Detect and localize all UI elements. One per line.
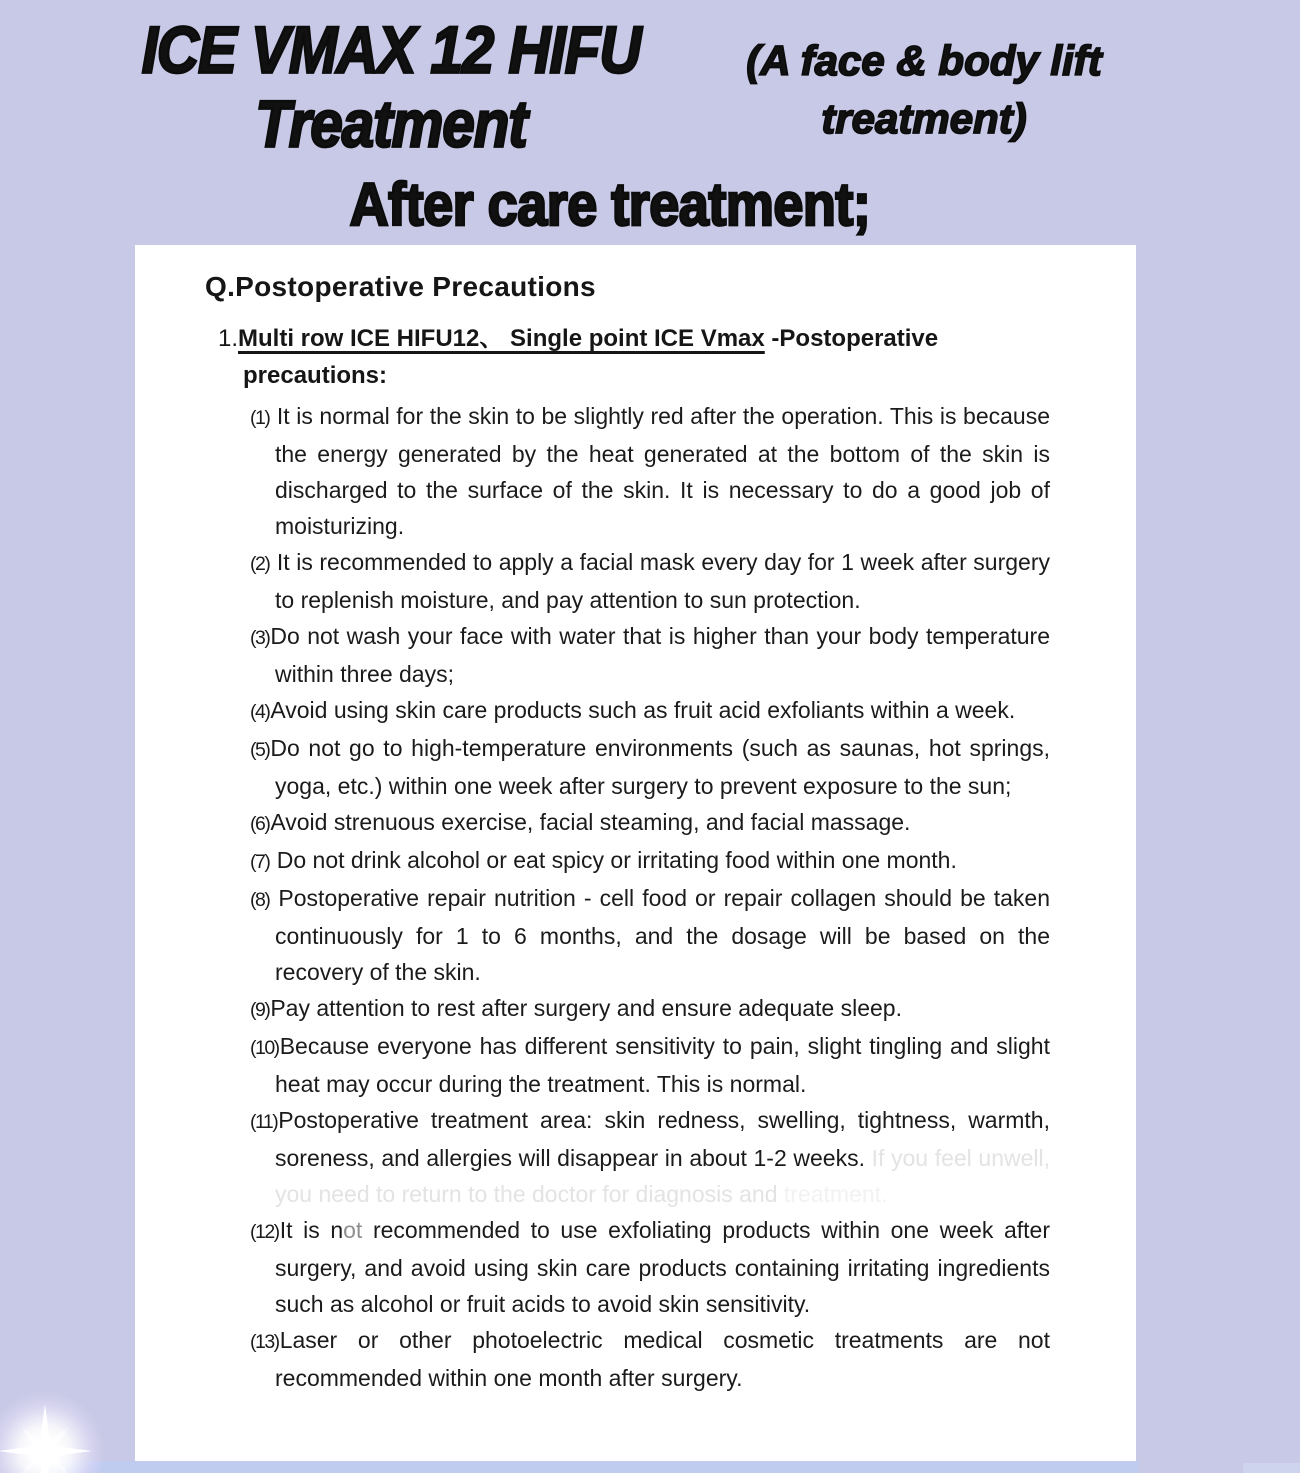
tagline-block (250, 170, 970, 239)
section-title-line2: precautions: (243, 362, 388, 389)
item-number: (8) (250, 889, 270, 911)
item-text: It is n (279, 1217, 344, 1243)
precaution-item (250, 692, 1050, 730)
item-number: (4) (250, 701, 270, 723)
item-text: Because everyone has different sensitivity to pain, slight tingling and slight heat may occur during the treatment. This is normal. (275, 1033, 1050, 1097)
precaution-item (250, 1102, 1050, 1212)
precaution-item (250, 730, 1050, 804)
item-text: Do not wash your face with water that is higher than your body temperature within three days; (270, 623, 1050, 687)
precaution-item (250, 1322, 1050, 1396)
section-title-underlined: Multi row ICE HIFU12、 Single point ICE Vmax (238, 325, 765, 352)
precaution-item (250, 804, 1050, 842)
item-text: treatment. (783, 1181, 888, 1207)
precaution-item (250, 1212, 1050, 1322)
item-number: (9) (250, 999, 270, 1021)
item-text: Avoid using skin care products such as fruit acid exfoliants within a week. (270, 697, 1016, 723)
item-number: (3) (250, 627, 270, 649)
item-number: (6) (250, 813, 270, 835)
item-number: (2) (250, 553, 270, 575)
item-text: If you feel unwell, you need to return to the doctor for diagnosis and (275, 1145, 1051, 1207)
item-text: It is recommended to apply a facial mask every day for 1 week after surgery to replenish moisture, and pay attention to sun protection. (270, 549, 1050, 613)
precaution-item (250, 990, 1050, 1028)
subtitle-line2: treatment) (821, 94, 1027, 142)
bottom-corner-patch (1243, 1463, 1300, 1473)
section-number: 1. (218, 325, 239, 352)
subtitle-block (698, 32, 1150, 148)
item-text: Do not drink alcohol or eat spicy or irritating food within one month. (270, 847, 957, 873)
precaution-item (250, 544, 1050, 618)
sparkle-star-shape (0, 1392, 104, 1473)
precaution-item (250, 1028, 1050, 1102)
precaution-item (250, 880, 1050, 990)
precaution-item (250, 398, 1050, 544)
tagline-text: After care treatment; (349, 171, 871, 239)
precaution-item (250, 618, 1050, 692)
item-text: ot (343, 1217, 363, 1243)
section-title (218, 320, 1136, 394)
item-text: recommended to use exfoliating products within one week after surgery, and avoid using skin care products containing irritating ingredients such as alcohol or fruit acids to avoid skin sensitivity. (275, 1217, 1050, 1317)
section-title-rest: -Postoperative (764, 325, 939, 352)
item-number: (13) (250, 1331, 279, 1353)
item-text: Postoperative repair nutrition - cell food or repair collagen should be taken continuously for 1 to 6 months, and the dosage will be based on the recovery of the skin. (270, 885, 1050, 985)
item-text: Avoid strenuous exercise, facial steaming, and facial massage. (270, 809, 911, 835)
subtitle-line1: (A face & body lift (746, 37, 1102, 84)
item-text: Laser or other photoelectric medical cosmetic treatments are not recommended within one month after surgery. (275, 1327, 1050, 1391)
item-text: It is normal for the skin to be slightly red after the operation. This is because the energy generated by the heat generated at the bottom of the skin is discharged to the surface of the skin. It is necessary to do a good job of moisturizing. (270, 403, 1050, 539)
item-number: (10) (250, 1037, 279, 1059)
document-sheet (135, 245, 1136, 1461)
main-title-block (96, 12, 686, 161)
bottom-strip-decoration (48, 1461, 1138, 1473)
precaution-item (250, 842, 1050, 880)
document-heading: Q.Postoperative Precautions (205, 271, 596, 302)
sparkle-icon (0, 1392, 104, 1473)
precautions-list (250, 398, 1050, 1396)
main-title-line2: Treatment (255, 86, 527, 161)
item-number: (5) (250, 739, 270, 761)
item-text: Pay attention to rest after surgery and ensure adequate sleep. (270, 995, 902, 1021)
main-title-line1: ICE VMAX 12 HIFU (141, 12, 641, 87)
item-number: (7) (250, 851, 270, 873)
item-text: Do not go to high-temperature environments (such as saunas, hot springs, yoga, etc.) within one week after surgery to prevent exposure to the sun; (270, 735, 1050, 799)
item-number: (12) (250, 1221, 279, 1243)
item-text: Postoperative treatment area: skin redness, swelling, tightness, warmth, soreness, and allergies will disappear in about 1-2 weeks. (275, 1107, 1050, 1171)
item-number: (1) (250, 407, 270, 429)
item-number: (11) (250, 1111, 278, 1133)
